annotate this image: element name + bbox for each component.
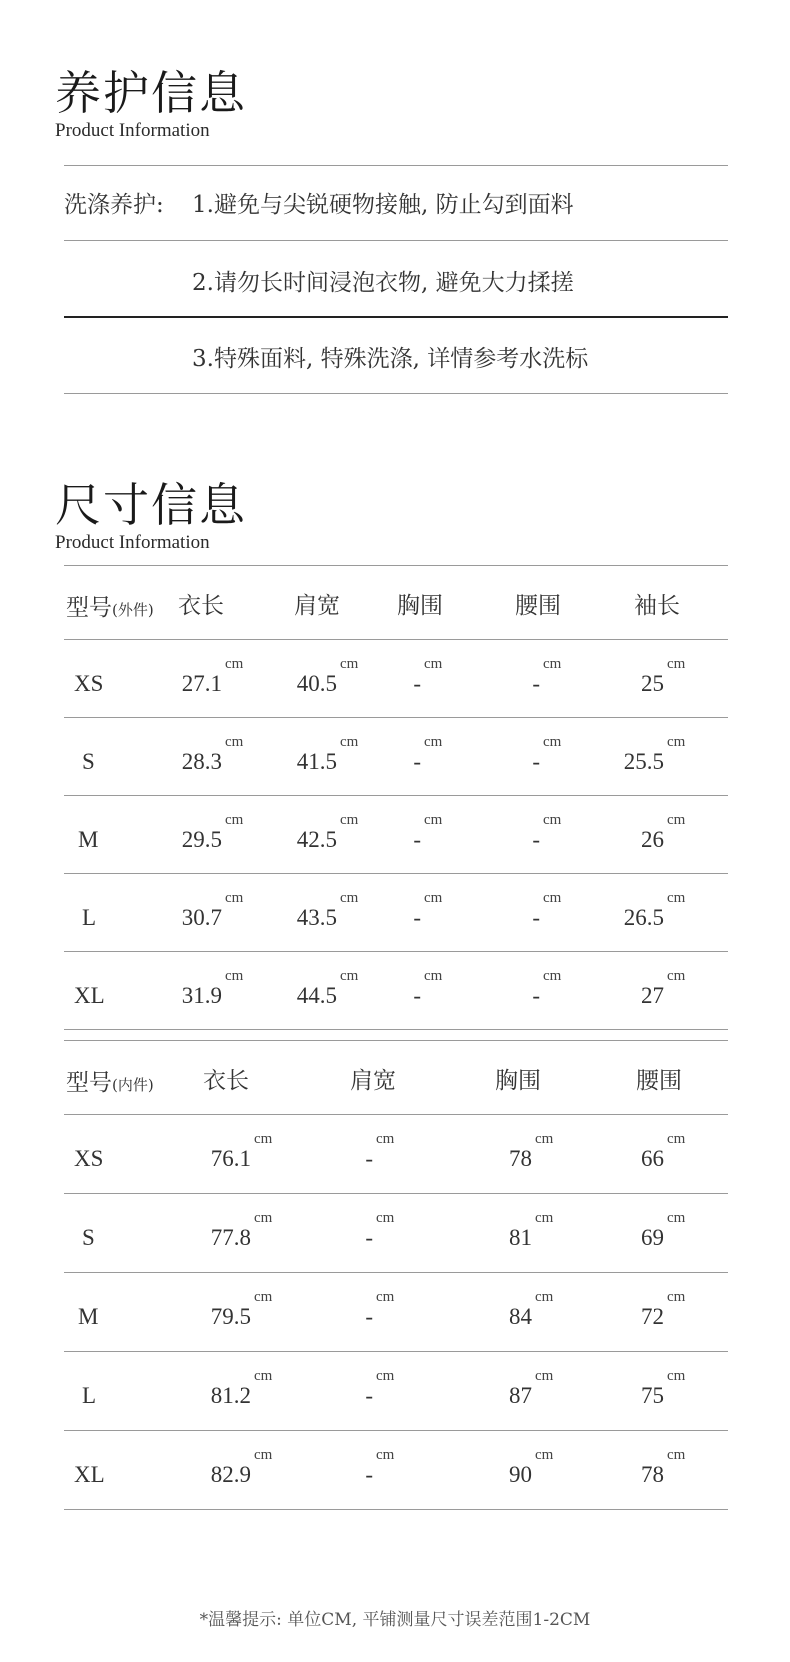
unit-label: cm <box>543 812 562 828</box>
size-label: L <box>82 1383 97 1408</box>
unit-label: cm <box>225 734 244 750</box>
size-title: 尺寸信息 <box>55 478 247 532</box>
size-value: - <box>532 905 540 930</box>
row-divider <box>64 1029 728 1030</box>
size-label: XS <box>74 671 104 696</box>
unit-label: cm <box>543 734 562 750</box>
column-header: 衣长 <box>178 593 224 619</box>
unit-label: cm <box>535 1289 554 1305</box>
divider <box>64 165 728 166</box>
unit-label: cm <box>340 890 359 906</box>
unit-label: cm <box>667 968 686 984</box>
size-value: 79.5 <box>210 1304 251 1329</box>
size-value: 69 <box>641 1225 664 1250</box>
size-value: 42.5 <box>296 827 337 852</box>
row-divider <box>64 873 728 874</box>
size-note: *温馨提示: 单位CM, 平铺测量尺寸误差范围1-2CM <box>199 1610 591 1630</box>
unit-label: cm <box>535 1210 554 1226</box>
size-value: - <box>365 1225 373 1250</box>
size-label: XL <box>74 1462 105 1487</box>
size-value: - <box>532 827 540 852</box>
unit-label: cm <box>424 890 443 906</box>
care-item-2: 2.请勿长时间浸泡衣物, 避免大力揉搓 <box>192 270 574 296</box>
unit-label: cm <box>254 1368 273 1384</box>
size-value: 72 <box>641 1304 664 1329</box>
model-header-label: 型号 <box>66 595 112 621</box>
size-value: 76.1 <box>210 1146 251 1171</box>
size-value: 41.5 <box>296 749 337 774</box>
unit-label: cm <box>376 1131 395 1147</box>
size-value: - <box>532 983 540 1008</box>
unit-label: cm <box>535 1131 554 1147</box>
size-value: 40.5 <box>296 671 337 696</box>
column-header: 衣长 <box>203 1068 249 1094</box>
unit-label: cm <box>543 890 562 906</box>
size-value: 66 <box>641 1146 664 1171</box>
size-value: 44.5 <box>296 983 337 1008</box>
size-value: 26.5 <box>623 905 664 930</box>
model-header-sub: (外件) <box>112 601 154 619</box>
size-label: S <box>82 749 95 774</box>
unit-label: cm <box>225 656 244 672</box>
row-divider <box>64 1430 728 1431</box>
unit-label: cm <box>376 1368 395 1384</box>
unit-label: cm <box>667 1131 686 1147</box>
care-item-3: 3.特殊面料, 特殊洗涤, 详情参考水洗标 <box>192 346 589 372</box>
size-value: 27 <box>641 983 664 1008</box>
size-value: - <box>365 1304 373 1329</box>
size-value: - <box>365 1462 373 1487</box>
unit-label: cm <box>535 1368 554 1384</box>
header-divider <box>64 639 728 640</box>
unit-label: cm <box>424 968 443 984</box>
size-value: 30.7 <box>181 905 222 930</box>
size-label: S <box>82 1225 95 1250</box>
unit-label: cm <box>667 1447 686 1463</box>
divider <box>64 240 728 241</box>
column-header: 肩宽 <box>350 1068 396 1094</box>
unit-label: cm <box>667 890 686 906</box>
size-value: 87 <box>509 1383 532 1408</box>
unit-label: cm <box>376 1447 395 1463</box>
size-value: 29.5 <box>181 827 222 852</box>
size-value: 90 <box>509 1462 532 1487</box>
unit-label: cm <box>254 1447 273 1463</box>
unit-label: cm <box>543 656 562 672</box>
unit-label: cm <box>667 734 686 750</box>
row-divider <box>64 1272 728 1273</box>
size-value: - <box>413 905 421 930</box>
size-value: 27.1 <box>181 671 222 696</box>
model-header <box>66 1064 154 1097</box>
size-value: 26 <box>641 827 664 852</box>
unit-label: cm <box>376 1289 395 1305</box>
unit-label: cm <box>376 1210 395 1226</box>
unit-label: cm <box>424 812 443 828</box>
header-divider <box>64 1114 728 1115</box>
table-top-border <box>64 565 728 566</box>
size-label: M <box>78 1304 99 1329</box>
row-divider <box>64 795 728 796</box>
unit-label: cm <box>667 1289 686 1305</box>
size-value: - <box>413 983 421 1008</box>
size-value: - <box>413 749 421 774</box>
column-header: 袖长 <box>634 593 680 619</box>
care-label: 洗涤养护: <box>64 192 164 218</box>
size-value: - <box>532 749 540 774</box>
unit-label: cm <box>340 812 359 828</box>
unit-label: cm <box>667 1210 686 1226</box>
unit-label: cm <box>225 890 244 906</box>
size-subtitle: Product Information <box>55 532 210 553</box>
care-item-1: 1.避免与尖锐硬物接触, 防止勾到面料 <box>192 192 574 218</box>
size-label: XL <box>74 983 105 1008</box>
column-header: 肩宽 <box>294 593 340 619</box>
unit-label: cm <box>667 812 686 828</box>
unit-label: cm <box>424 734 443 750</box>
size-value: - <box>365 1146 373 1171</box>
row-divider <box>64 1193 728 1194</box>
row-divider <box>64 1509 728 1510</box>
unit-label: cm <box>340 968 359 984</box>
size-value: 77.8 <box>210 1225 251 1250</box>
size-value: - <box>413 671 421 696</box>
size-label: XS <box>74 1146 104 1171</box>
size-value: 78 <box>509 1146 532 1171</box>
size-value: 81 <box>509 1225 532 1250</box>
divider <box>64 393 728 394</box>
unit-label: cm <box>543 968 562 984</box>
unit-label: cm <box>254 1210 273 1226</box>
model-header <box>66 589 154 622</box>
model-header-sub: (内件) <box>112 1076 154 1094</box>
size-value: 84 <box>509 1304 532 1329</box>
column-header: 胸围 <box>397 593 443 619</box>
column-header: 腰围 <box>636 1068 682 1094</box>
size-value: - <box>532 671 540 696</box>
unit-label: cm <box>254 1131 273 1147</box>
unit-label: cm <box>535 1447 554 1463</box>
row-divider <box>64 1351 728 1352</box>
size-value: 25 <box>641 671 664 696</box>
table-top-border <box>64 1040 728 1041</box>
care-title: 养护信息 <box>55 66 247 120</box>
size-value: 82.9 <box>210 1462 251 1487</box>
size-value: 31.9 <box>181 983 222 1008</box>
unit-label: cm <box>340 734 359 750</box>
size-value: - <box>365 1383 373 1408</box>
unit-label: cm <box>225 812 244 828</box>
size-value: 78 <box>641 1462 664 1487</box>
unit-label: cm <box>667 656 686 672</box>
row-divider <box>64 717 728 718</box>
size-value: 43.5 <box>296 905 337 930</box>
size-label: M <box>78 827 99 852</box>
size-value: - <box>413 827 421 852</box>
model-header-label: 型号 <box>66 1070 112 1096</box>
unit-label: cm <box>667 1368 686 1384</box>
size-value: 75 <box>641 1383 664 1408</box>
column-header: 腰围 <box>515 593 561 619</box>
size-value: 28.3 <box>181 749 222 774</box>
size-value: 25.5 <box>623 749 664 774</box>
column-header: 胸围 <box>495 1068 541 1094</box>
care-subtitle: Product Information <box>55 120 210 141</box>
unit-label: cm <box>340 656 359 672</box>
size-value: 81.2 <box>210 1383 251 1408</box>
size-label: L <box>82 905 97 930</box>
unit-label: cm <box>254 1289 273 1305</box>
row-divider <box>64 951 728 952</box>
unit-label: cm <box>424 656 443 672</box>
divider <box>64 316 728 318</box>
unit-label: cm <box>225 968 244 984</box>
